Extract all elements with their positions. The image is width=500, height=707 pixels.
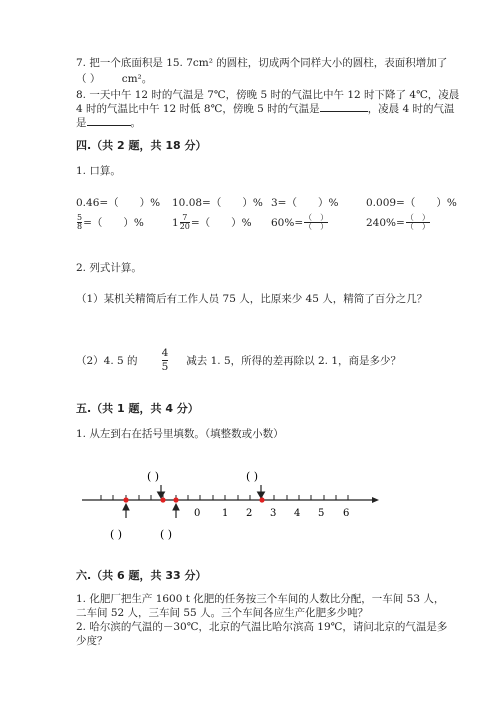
section4-q1-label: 1. 口算。: [76, 165, 121, 177]
q8-text-a: 4 时的气温比中午 12 时低 8℃，傍晚 5 时的气温是: [76, 103, 320, 115]
top-paren-1[interactable]: ( ): [147, 470, 160, 483]
q2-2-pre: （2）4. 5 的: [76, 354, 138, 367]
q8-line3: [76, 116, 141, 130]
section4-title: 四.（共 2 题，共 18 分）: [76, 139, 207, 152]
tick-label-4: 4: [294, 508, 301, 519]
q8-text-b: ，凌晨 4 时的气温: [367, 103, 455, 115]
section6-q2-line1: 2. 哈尔滨的气温的－30℃，北京的气温比哈尔滨高 19℃，请问北京的气温是多: [76, 621, 448, 633]
fraction-4-5: $\frac{4}{5}$: [161, 347, 169, 373]
calc-60-percent[interactable]: [271, 214, 329, 231]
calc-240-pre: 240%=: [366, 216, 405, 229]
tick-label-2: 2: [246, 508, 253, 519]
section4-q2-2: [76, 347, 401, 374]
down-arrow-right: [258, 485, 265, 498]
fraction-blank-60: $\frac{( )}{( )}$: [304, 213, 329, 231]
fraction-5-8: $\frac{5}{8}$: [77, 213, 83, 231]
q8-line2: [76, 102, 455, 116]
q7-answer-paren[interactable]: （ ）: [76, 73, 101, 85]
q8-blank-evening[interactable]: [320, 111, 368, 112]
q7-line2: [76, 72, 152, 86]
calc-5-8-rest: =（ ）%: [83, 216, 144, 229]
q8-text-c: 是: [76, 117, 87, 129]
section4-q2-label: 2. 列式计算。: [76, 262, 142, 274]
section6-title: 六.（共 6 题，共 33 分）: [76, 569, 207, 582]
calc-1-7-20-rest: =（ ）%: [190, 216, 252, 229]
point-a: [123, 497, 128, 502]
section5-q1-label: 1. 从左到右在括号里填数。（填整数或小数）: [76, 428, 284, 440]
point-b: [160, 497, 165, 502]
section5-title: 五.（共 1 题，共 4 分）: [76, 402, 199, 415]
q8-text-d: 。: [130, 117, 141, 129]
fraction-7-20: $\frac{7}{20}$: [179, 213, 190, 231]
calc-60-pre: 60%=: [271, 216, 304, 229]
section6-q1-line2: 二车间 52 人，三车间 55 人。三个车间各应生产化肥多少吨？: [76, 607, 369, 619]
mixed-whole: 1: [172, 216, 179, 229]
calc-5-8[interactable]: [76, 214, 144, 231]
tick-label-3: 3: [270, 508, 277, 519]
bottom-paren-1[interactable]: ( ): [110, 528, 123, 541]
calc-240-percent[interactable]: [366, 214, 431, 231]
calc-3[interactable]: 3=（ ）%: [271, 197, 339, 209]
number-line: [70, 460, 390, 550]
calc-1-7-20[interactable]: [172, 214, 252, 231]
section4-q2-1: （1）某机关精简后有工作人员 75 人，比原来少 45 人，精简了百分之几？: [76, 293, 428, 305]
tick-label-0: 0: [194, 508, 201, 519]
q7-unit: cm²。: [121, 73, 153, 85]
up-arrow-left: [123, 504, 129, 518]
q7-line1: 7. 把一个底面积是 15. 7cm² 的圆柱，切成两个同样大小的圆柱，表面积增加了: [76, 57, 448, 69]
bottom-paren-2[interactable]: ( ): [160, 528, 173, 541]
tick-label-6: 6: [343, 508, 350, 519]
calc-10-08[interactable]: 10.08=（ ）%: [172, 197, 263, 209]
section6-q2-line2: 少度？: [76, 635, 108, 647]
point-c: [173, 497, 178, 502]
axis-arrowhead: [372, 497, 379, 503]
point-d: [259, 497, 264, 502]
tick-label-1: 1: [222, 508, 229, 519]
calc-0-46[interactable]: 0.46=（ ）%: [76, 197, 161, 209]
section6-q1-line1: 1. 化肥厂把生产 1600 t 化肥的任务按三个车间的人数比分配，一车间 53 人，: [76, 593, 445, 605]
q8-blank-morning[interactable]: [87, 125, 131, 126]
calc-0-009[interactable]: 0.009=（ ）%: [366, 197, 457, 209]
q8-line1: 8. 一天中午 12 时的气温是 7℃，傍晚 5 时的气温比中午 12 时下降了 4℃，凌晨: [76, 89, 460, 101]
fraction-blank-240: $\frac{( )}{( )}$: [405, 213, 430, 231]
tick-marks: [101, 495, 348, 500]
up-arrow-right: [173, 504, 179, 518]
q2-2-post: 减去 1. 5，所得的差再除以 2. 1，商是多少？: [186, 354, 401, 367]
top-paren-2[interactable]: ( ): [246, 470, 259, 483]
tick-label-5: 5: [318, 508, 325, 519]
